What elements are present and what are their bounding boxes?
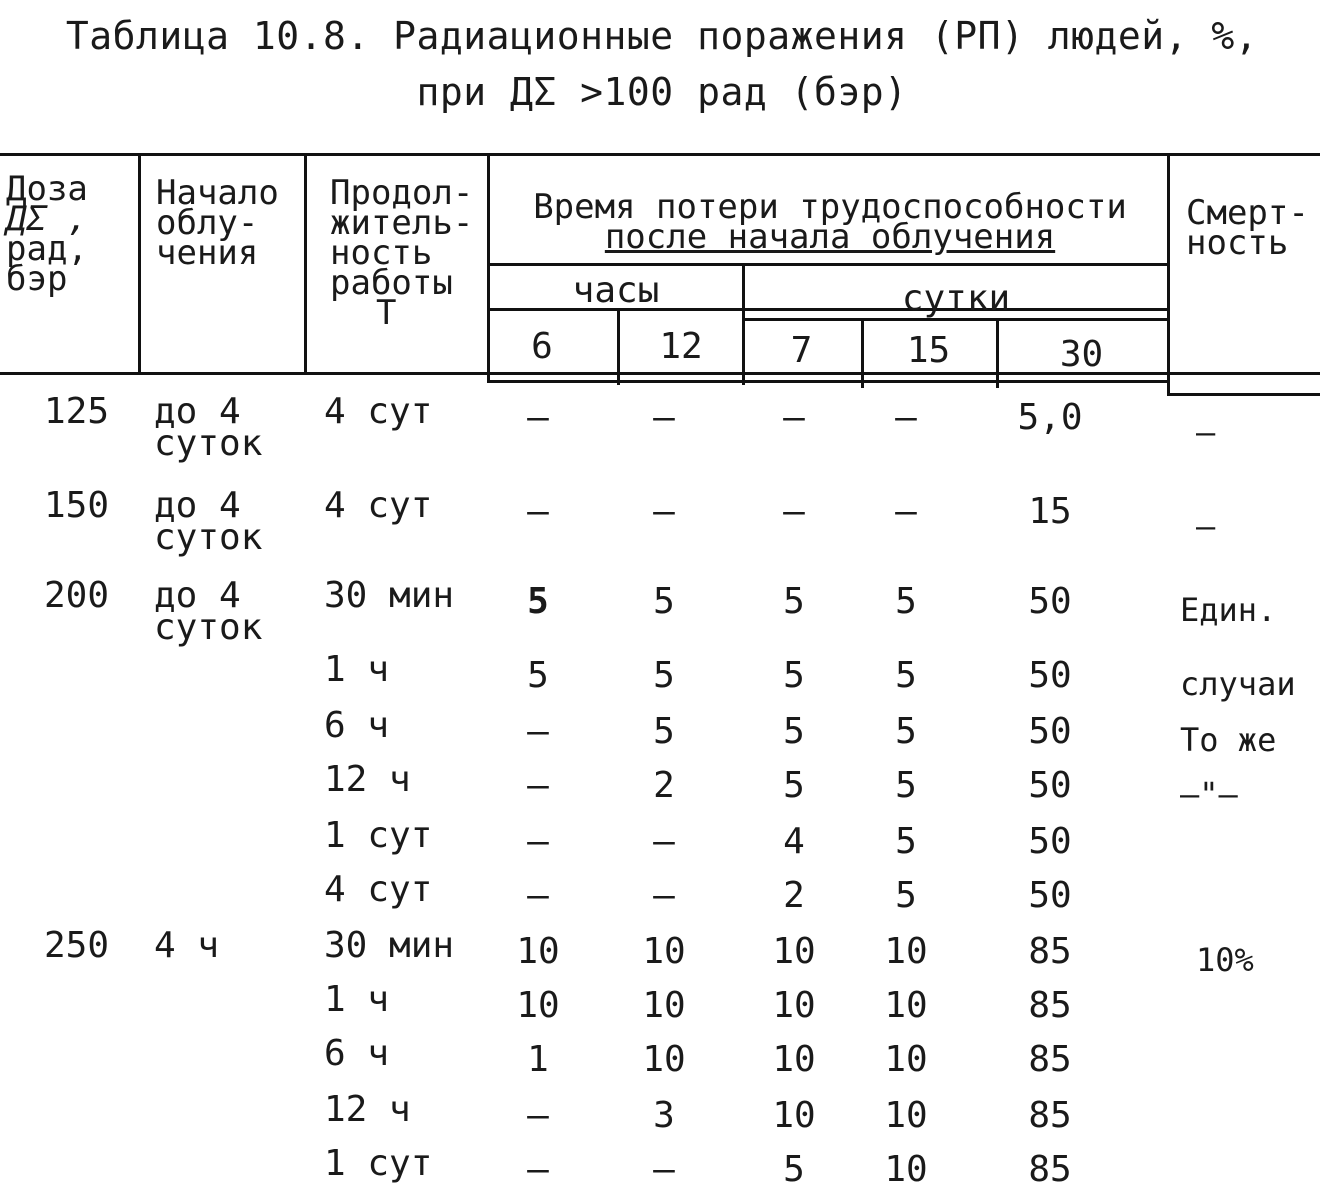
value-cell: – xyxy=(653,397,675,438)
table-subtitle: при ДΣ >100 рад (бэр) xyxy=(416,70,908,114)
value-cell: 10 xyxy=(642,1039,686,1080)
start-cell: суток xyxy=(154,423,263,464)
value-cell: 5 xyxy=(895,765,917,806)
value-cell: 10 xyxy=(772,1095,816,1136)
header-sub-7: 7 xyxy=(790,330,813,371)
header-divider xyxy=(138,153,141,375)
mortality-cell: Един. xyxy=(1180,591,1277,629)
header-top-border xyxy=(0,153,1320,156)
header-divider xyxy=(487,263,1170,266)
value-cell: 50 xyxy=(1028,581,1072,622)
dose-cell: 150 xyxy=(44,485,110,526)
header-duration-line: житель- xyxy=(330,203,474,243)
mortality-cell: – xyxy=(1196,413,1216,451)
start-cell: суток xyxy=(154,517,263,558)
value-cell: 5 xyxy=(783,655,805,696)
value-cell: – xyxy=(895,397,917,438)
header-divider xyxy=(1167,153,1170,393)
value-cell: – xyxy=(527,711,549,752)
header-sub-30: 30 xyxy=(1059,334,1104,375)
header-start-line: Начало xyxy=(156,173,279,213)
dose-cell: 125 xyxy=(44,391,110,432)
header-start-line: облу- xyxy=(156,203,259,243)
value-cell: – xyxy=(527,875,549,916)
header-start-line: чения xyxy=(156,233,259,273)
value-cell: 5 xyxy=(783,711,805,752)
duration-cell: 6 ч xyxy=(324,1033,390,1074)
value-cell: 85 xyxy=(1028,1149,1072,1190)
value-cell: 2 xyxy=(783,875,805,916)
value-cell: – xyxy=(527,1149,549,1190)
header-mortality xyxy=(1186,193,1309,263)
duration-cell: 1 ч xyxy=(324,649,390,690)
dose-cell: 250 xyxy=(44,925,110,966)
mortality-cell: – xyxy=(1196,507,1216,545)
value-cell: 2 xyxy=(653,765,675,806)
duration-cell: 1 сут xyxy=(324,1143,433,1184)
value-cell: 10 xyxy=(884,985,928,1026)
header-dose-line: ДΣ , xyxy=(6,199,88,239)
value-cell: 10 xyxy=(516,985,560,1026)
value-cell: 5 xyxy=(895,581,917,622)
value-cell: 10 xyxy=(772,931,816,972)
value-cell: – xyxy=(527,821,549,862)
start-cell: 4 ч xyxy=(154,925,220,966)
value-cell: – xyxy=(527,397,549,438)
value-cell: – xyxy=(783,491,805,532)
value-cell: 50 xyxy=(1028,711,1072,752)
start-cell: до 4 xyxy=(154,575,241,616)
value-cell: 3 xyxy=(653,1095,675,1136)
value-cell: 10 xyxy=(884,1039,928,1080)
value-cell: 15 xyxy=(1028,491,1072,532)
value-cell: 50 xyxy=(1028,821,1072,862)
value-cell: 85 xyxy=(1028,1095,1072,1136)
value-cell: – xyxy=(527,1095,549,1136)
header-duration-line: Продол- xyxy=(330,173,474,213)
value-cell: – xyxy=(527,765,549,806)
value-cell: – xyxy=(653,875,675,916)
value-cell: – xyxy=(653,1149,675,1190)
header-sub-15: 15 xyxy=(906,330,951,371)
value-cell: 5 xyxy=(895,875,917,916)
value-cell: – xyxy=(895,491,917,532)
value-cell: 1 xyxy=(527,1039,549,1080)
mortality-cell: 10% xyxy=(1196,941,1254,979)
header-loss-time-line: Время потери трудоспособности xyxy=(533,187,1127,227)
header-duration-line: T xyxy=(376,293,397,333)
mortality-cell: случаи xyxy=(1180,665,1296,703)
header-start xyxy=(156,173,279,273)
header-loss-time-line: после начала облучения xyxy=(604,217,1056,257)
value-cell: 10 xyxy=(884,1149,928,1190)
dose-cell: 200 xyxy=(44,575,110,616)
duration-cell: 1 сут xyxy=(324,815,433,856)
duration-cell: 30 мин xyxy=(324,575,455,616)
duration-cell: 1 ч xyxy=(324,979,390,1020)
value-cell: 5 xyxy=(653,581,675,622)
header-days: сутки xyxy=(901,278,1011,319)
value-cell: 5 xyxy=(895,711,917,752)
value-cell: 5 xyxy=(783,581,805,622)
mortality-cell: –"– xyxy=(1180,775,1238,813)
value-cell: 5 xyxy=(895,821,917,862)
header-divider xyxy=(304,153,307,375)
header-divider xyxy=(1167,393,1320,396)
value-cell: 10 xyxy=(884,1095,928,1136)
header-hours: часы xyxy=(572,270,660,311)
duration-cell: 12 ч xyxy=(324,1089,411,1130)
header-duration xyxy=(330,173,474,333)
value-cell: 85 xyxy=(1028,1039,1072,1080)
header-dose xyxy=(6,169,88,299)
mortality-cell: То же xyxy=(1180,721,1277,759)
value-cell: 10 xyxy=(642,985,686,1026)
value-cell: 5 xyxy=(653,655,675,696)
header-dose-line: Доза xyxy=(6,169,88,209)
value-cell: 5,0 xyxy=(1017,397,1083,438)
duration-cell: 12 ч xyxy=(324,759,411,800)
header-mortality-line: ность xyxy=(1186,223,1289,263)
value-cell: 10 xyxy=(884,931,928,972)
duration-cell: 4 сут xyxy=(324,485,433,526)
start-cell: суток xyxy=(154,607,263,648)
value-cell: 5 xyxy=(527,581,549,622)
value-cell: 85 xyxy=(1028,931,1072,972)
header-duration-line: ность xyxy=(330,233,433,273)
value-cell: 10 xyxy=(772,1039,816,1080)
value-cell: 5 xyxy=(527,655,549,696)
header-sub-6: 6 xyxy=(531,326,553,367)
header-dose-line: рад, xyxy=(6,229,88,269)
duration-cell: 6 ч xyxy=(324,705,390,746)
value-cell: 50 xyxy=(1028,765,1072,806)
value-cell: 10 xyxy=(642,931,686,972)
value-cell: – xyxy=(653,821,675,862)
value-cell: – xyxy=(527,491,549,532)
duration-cell: 4 сут xyxy=(324,869,433,910)
value-cell: – xyxy=(783,397,805,438)
start-cell: до 4 xyxy=(154,485,241,526)
duration-cell: 30 мин xyxy=(324,925,455,966)
value-cell: 5 xyxy=(895,655,917,696)
table-title: Таблица 10.8. Радиационные поражения (РП) людей, %, xyxy=(65,14,1259,58)
duration-cell: 4 сут xyxy=(324,391,433,432)
value-cell: 5 xyxy=(783,765,805,806)
value-cell: 4 xyxy=(783,821,805,862)
value-cell: 50 xyxy=(1028,655,1072,696)
header-sub-12: 12 xyxy=(659,326,703,367)
header-divider xyxy=(487,380,1170,383)
start-cell: до 4 xyxy=(154,391,241,432)
value-cell: 5 xyxy=(783,1149,805,1190)
header-dose-line: бэр xyxy=(6,259,68,299)
value-cell: 10 xyxy=(516,931,560,972)
header-loss-time xyxy=(500,187,1160,257)
value-cell: 10 xyxy=(772,985,816,1026)
value-cell: 50 xyxy=(1028,875,1072,916)
header-mortality-line: Смерт- xyxy=(1186,193,1309,233)
header-duration-line: работы xyxy=(330,263,453,303)
value-cell: 5 xyxy=(653,711,675,752)
value-cell: 85 xyxy=(1028,985,1072,1026)
value-cell: – xyxy=(653,491,675,532)
